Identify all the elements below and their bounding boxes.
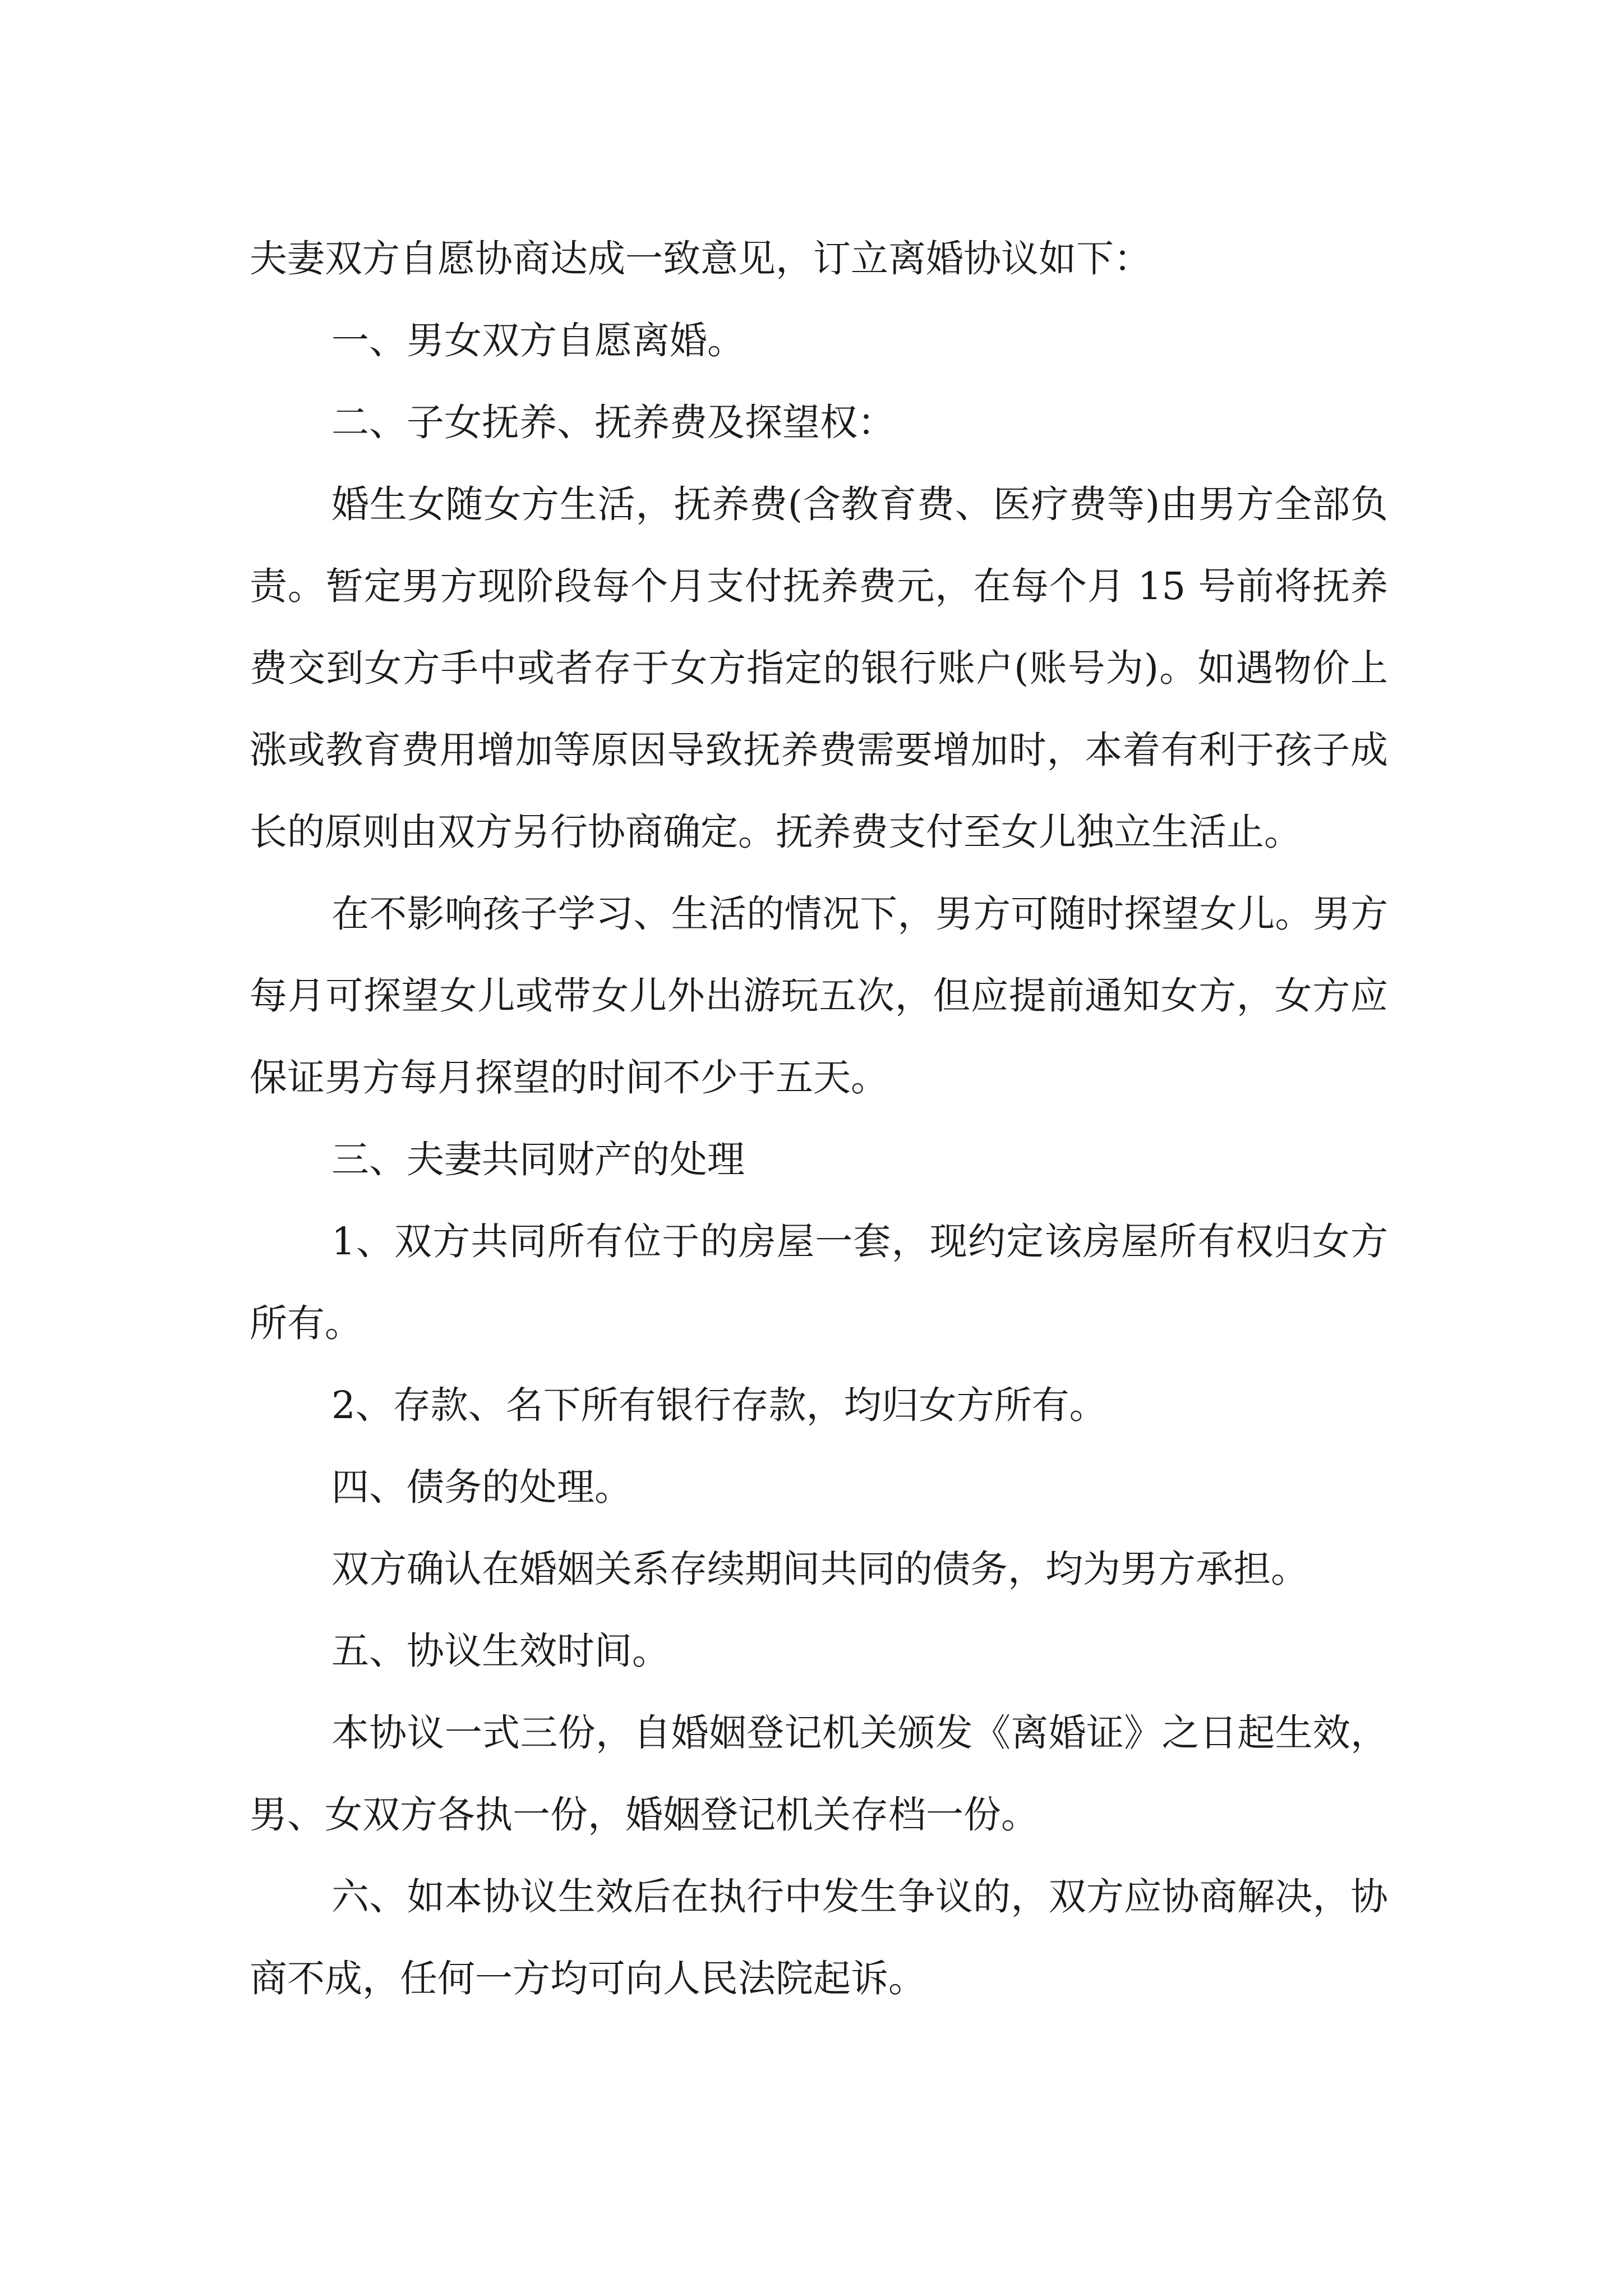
clause-2-heading: 二、子女抚养、抚养费及探望权：	[331, 401, 895, 444]
clause-4-heading: 四、债务的处理。	[331, 1465, 632, 1509]
paragraph-intro: 夫妻双方自愿协商达成一致意见，订立离婚协议如下：	[250, 237, 1151, 280]
paragraph-visitation: 在不影响孩子学习、生活的情况下，男方可随时探望女儿。男方每月可探望女儿或带女儿外出游玩五次，但应提前通知女方，女方应保证男方每月探望的时间不少于五天。	[250, 892, 1388, 1099]
paragraph-effective: 本协议一式三份，自婚姻登记机关颁发《离婚证》之日起生效，男、女双方各执一份，婚姻登记机关存档一份。	[250, 1711, 1388, 1837]
paragraph-property-savings: 2、存款、名下所有银行存款，均归女方所有。	[331, 1383, 1107, 1427]
clause-3-heading: 三、夫妻共同财产的处理	[331, 1138, 745, 1181]
clause-5-heading: 五、协议生效时间。	[331, 1629, 670, 1673]
paragraph-disputes: 六、如本协议生效后在执行中发生争议的，双方应协商解决，协商不成，任何一方均可向人民法院起诉。	[250, 1875, 1388, 2000]
paragraph-property-house: 1、双方共同所有位于的房屋一套，现约定该房屋所有权归女方所有。	[250, 1220, 1388, 1345]
clause-1-heading: 一、男女双方自愿离婚。	[331, 319, 745, 362]
paragraph-debts: 双方确认在婚姻关系存续期间共同的债务，均为男方承担。	[331, 1547, 1308, 1591]
document-body	[250, 218, 1388, 2019]
paragraph-child-support: 婚生女随女方生活，抚养费(含教育费、医疗费等)由男方全部负责。暂定男方现阶段每个月支付抚养费元，在每个月 15 号前将抚养费交到女方手中或者存于女方指定的银行账户(账号为)。如遇物价上涨或教育费用增加等原因导致抚养费需要增加时，本着有利于孩子成长的原则由双方另行协商确定。抚养费支付至女儿独立生活止。	[250, 482, 1388, 854]
